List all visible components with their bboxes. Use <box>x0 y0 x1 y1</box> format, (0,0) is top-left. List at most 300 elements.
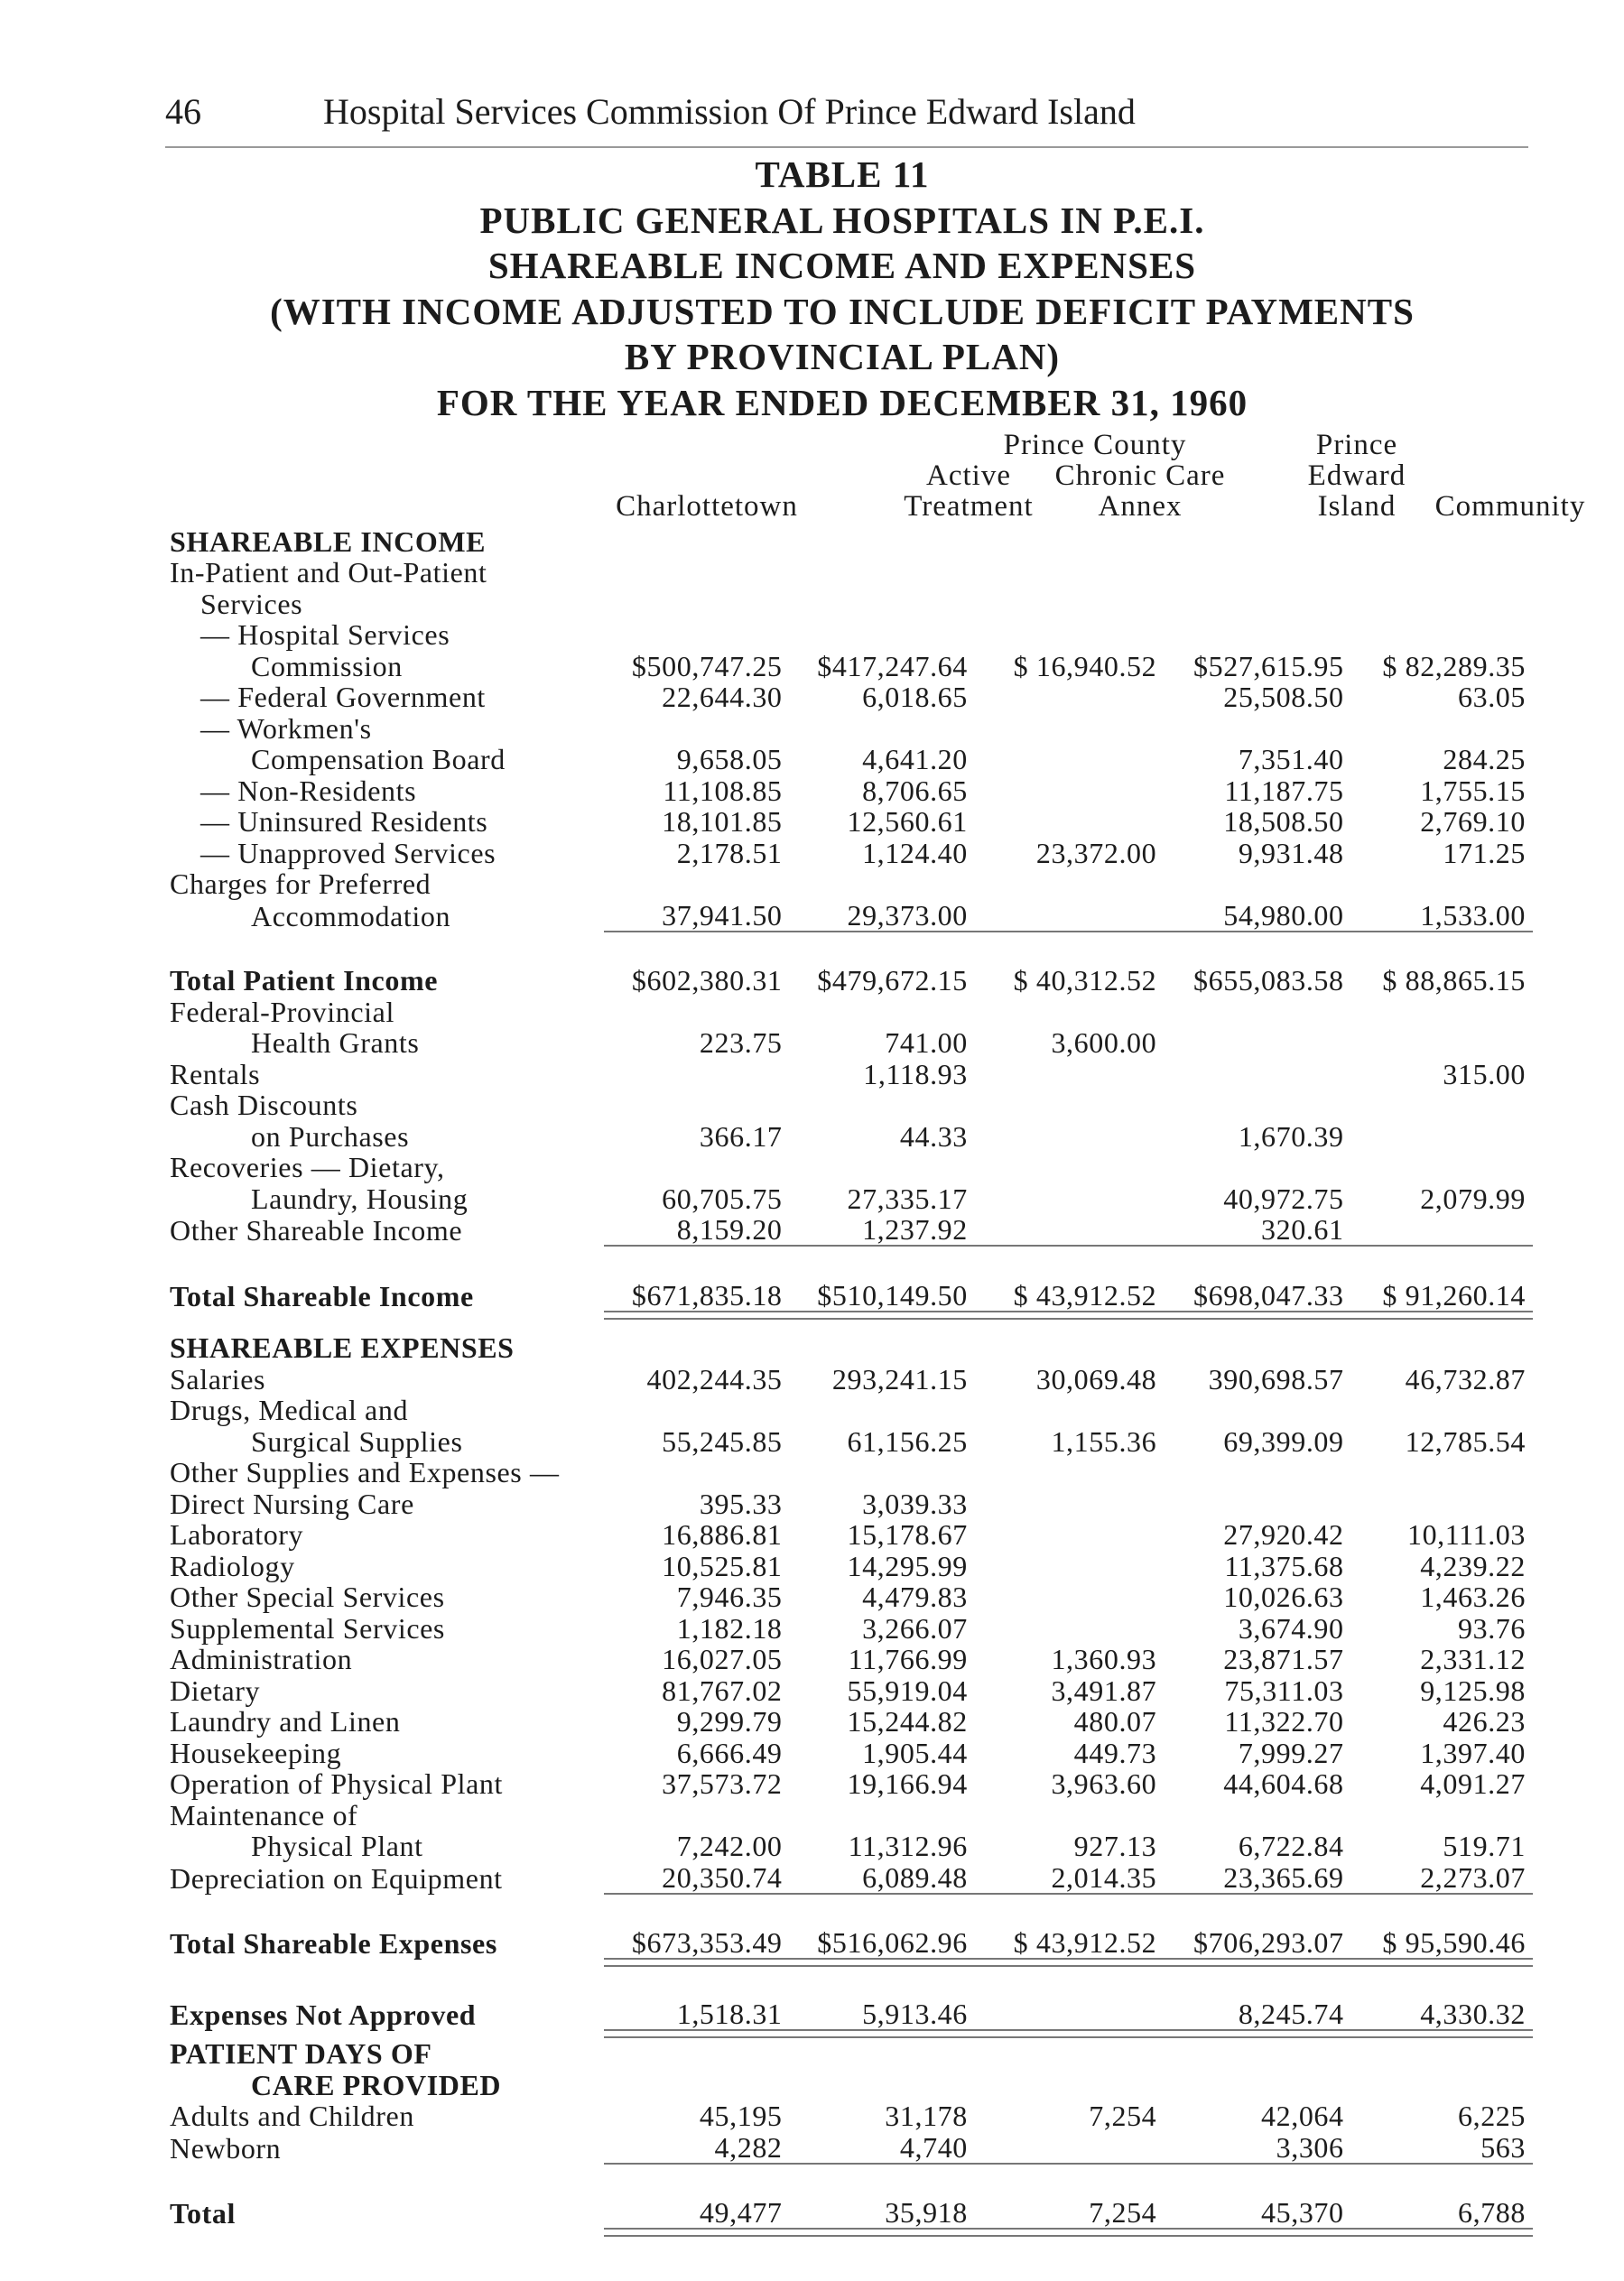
cell-value: 1,755.15 <box>1420 774 1526 807</box>
spacer-row <box>170 1319 1533 1332</box>
row-label: Maintenance of <box>170 1798 358 1831</box>
cell-value: 7,946.35 <box>676 1581 783 1613</box>
cell-value: 8,706.65 <box>862 774 968 807</box>
cell-value <box>975 1332 1164 1364</box>
cell-value <box>975 525 1164 557</box>
cell-value <box>1351 1152 1533 1183</box>
cell-value: 2,273.07 <box>1420 1860 1526 1894</box>
cell-value: 46,732.87 <box>1405 1362 1526 1395</box>
row-label: — Non-Residents <box>200 774 417 807</box>
cell-value <box>790 1090 975 1121</box>
cell-value: 3,039.33 <box>862 1487 968 1520</box>
col-header-community: Community <box>1434 490 1586 523</box>
spacer-row <box>170 934 1533 965</box>
cell-value: 23,372.00 <box>1035 836 1157 869</box>
cell-value: $ 91,260.14 <box>1382 1278 1526 1312</box>
cell-value: 449.73 <box>1073 1736 1157 1769</box>
cell-value <box>1164 1090 1350 1121</box>
row-label: Services <box>200 587 303 620</box>
total-row <box>170 2197 1533 2230</box>
total-double-rule <box>170 2030 1533 2037</box>
table-row <box>170 1425 1533 1457</box>
cell-value <box>1351 1027 1533 1059</box>
cell-value: 402,244.35 <box>646 1362 783 1395</box>
cell-value: 1,155.36 <box>1051 1424 1157 1458</box>
row-label: — Unapproved Services <box>200 836 496 869</box>
cell-value <box>975 774 1164 806</box>
cell-value: 1,533.00 <box>1420 898 1526 932</box>
table-row <box>170 1120 1533 1152</box>
col-header-treatment: Treatment <box>904 490 1034 523</box>
cell-value: 45,195 <box>699 2100 783 2132</box>
cell-value <box>1351 1332 1533 1364</box>
total-double-rule <box>170 1959 1533 1966</box>
row-label: — Workmen's <box>200 711 372 745</box>
table-row <box>170 1363 1533 1395</box>
cell-value: $671,835.18 <box>631 1278 783 1312</box>
cell-value: 30,069.48 <box>1035 1362 1157 1395</box>
table-row <box>170 650 1533 682</box>
row-label: on Purchases <box>251 1119 410 1153</box>
table-row <box>170 1550 1533 1581</box>
table-row <box>170 806 1533 838</box>
cell-value <box>604 1395 789 1426</box>
table-row <box>170 557 1533 589</box>
cell-value: 1,397.40 <box>1420 1736 1526 1769</box>
table-row <box>170 1519 1533 1551</box>
cell-value: 11,108.85 <box>663 774 783 807</box>
row-label: Radiology <box>170 1549 295 1582</box>
cell-value: 6,788 <box>1458 2196 1526 2229</box>
row-label: Commission <box>251 649 403 682</box>
cell-value <box>604 1058 789 1090</box>
table-row <box>170 1395 1533 1426</box>
cell-value: 11,375.68 <box>1224 1549 1344 1582</box>
cell-value <box>975 899 1164 932</box>
cell-value: 7,242.00 <box>676 1830 783 1862</box>
cell-value: 6,666.49 <box>676 1736 783 1769</box>
table-row <box>170 619 1533 651</box>
financial-table <box>170 525 1533 2237</box>
row-label: Physical Plant <box>251 1830 423 1862</box>
row-label: Health Grants <box>251 1026 420 1059</box>
cell-value <box>604 2069 789 2100</box>
cell-value <box>1351 868 1533 900</box>
cell-value: 315.00 <box>1443 1057 1526 1090</box>
cell-value: 1,463.26 <box>1420 1581 1526 1613</box>
cell-value <box>975 1998 1164 2030</box>
table-row <box>170 1027 1533 1059</box>
cell-value: 4,641.20 <box>862 743 968 775</box>
running-header <box>165 85 1519 139</box>
cell-value <box>1164 2037 1350 2070</box>
cell-value: 12,785.54 <box>1405 1424 1526 1458</box>
cell-value <box>790 619 975 651</box>
cell-value <box>975 1395 1164 1426</box>
table-row <box>170 1737 1533 1768</box>
cell-value <box>1351 557 1533 589</box>
table-row <box>170 1182 1533 1214</box>
cell-value: 6,089.48 <box>862 1860 968 1894</box>
cell-value <box>1164 996 1350 1027</box>
cell-value <box>1164 588 1350 619</box>
table-row <box>170 1674 1533 1706</box>
cell-value <box>1351 712 1533 744</box>
cell-value <box>604 1152 789 1183</box>
cell-value: $500,747.25 <box>631 649 783 682</box>
row-label: Expenses Not Approved <box>170 1998 477 2031</box>
cell-value <box>604 619 789 651</box>
cell-value <box>975 1058 1164 1090</box>
total-row <box>170 965 1533 997</box>
cell-value <box>975 682 1164 713</box>
cell-value <box>1351 2037 1533 2070</box>
table-row <box>170 2131 1533 2164</box>
cell-value <box>1164 1058 1350 1090</box>
cell-value <box>1164 868 1350 900</box>
cell-value: 4,479.83 <box>862 1581 968 1613</box>
cell-value <box>790 1395 975 1426</box>
cell-value <box>604 588 789 619</box>
cell-value <box>1164 1488 1350 1519</box>
col-header-edward: Edward <box>1307 459 1406 492</box>
cell-value: 7,999.27 <box>1238 1736 1344 1769</box>
table-row <box>170 1612 1533 1644</box>
table-row <box>170 1861 1533 1894</box>
cell-value: $510,149.50 <box>817 1278 968 1312</box>
spacer-row <box>170 2166 1533 2197</box>
cell-value <box>790 557 975 589</box>
cell-value: 23,365.69 <box>1223 1860 1344 1894</box>
cell-value: 8,159.20 <box>676 1213 783 1246</box>
cell-value: 63.05 <box>1458 681 1526 713</box>
cell-value: 1,118.93 <box>863 1057 968 1090</box>
row-label: — Federal Government <box>200 681 486 713</box>
col-header-prince: Prince <box>1315 429 1398 461</box>
cell-value <box>975 996 1164 1027</box>
cell-value: 25,508.50 <box>1223 681 1344 713</box>
cell-value <box>975 806 1164 838</box>
section-heading: PATIENT DAYS OF <box>170 2037 432 2070</box>
cell-value: $ 16,940.52 <box>1013 649 1157 682</box>
total-double-rule <box>170 2229 1533 2236</box>
cell-value <box>1164 1457 1350 1488</box>
row-label: Recoveries — Dietary, <box>170 1151 445 1183</box>
cell-value: 69,399.09 <box>1223 1424 1344 1458</box>
cell-value: 15,178.67 <box>847 1518 968 1551</box>
cell-value: $673,353.49 <box>631 1926 783 1959</box>
cell-value <box>975 744 1164 775</box>
cell-value <box>604 1090 789 1121</box>
cell-value: 6,018.65 <box>862 681 968 713</box>
cell-value <box>1164 1152 1350 1183</box>
cell-value <box>1164 1332 1350 1364</box>
cell-value: 2,331.12 <box>1420 1643 1526 1675</box>
cell-value <box>1351 1120 1533 1152</box>
table-row <box>170 1090 1533 1121</box>
cell-value: 1,360.93 <box>1051 1643 1157 1675</box>
cell-value: 19,166.94 <box>847 1767 968 1800</box>
cell-value: $698,047.33 <box>1193 1278 1344 1312</box>
cell-value: 23,871.57 <box>1223 1643 1344 1675</box>
cell-value: 31,178 <box>885 2100 968 2132</box>
table-title-line: BY PROVINCIAL PLAN) <box>624 336 1061 377</box>
cell-value: 9,299.79 <box>676 1705 783 1738</box>
cell-value <box>1164 2069 1350 2100</box>
row-label: Total <box>170 2197 236 2230</box>
table-row <box>170 588 1533 619</box>
cell-value: 61,156.25 <box>847 1424 968 1458</box>
table-row <box>170 1488 1533 1519</box>
cell-value <box>975 557 1164 589</box>
cell-value: 390,698.57 <box>1208 1362 1344 1395</box>
row-label: Accommodation <box>251 899 451 932</box>
col-header-chronic-care: Chronic Care <box>1054 459 1226 492</box>
cell-value: $516,062.96 <box>817 1926 968 1959</box>
cell-value: 10,026.63 <box>1223 1581 1344 1613</box>
cell-value <box>975 868 1164 900</box>
table-title-line: FOR THE YEAR ENDED DECEMBER 31, 1960 <box>436 381 1248 423</box>
row-label: Other Special Services <box>170 1581 445 1613</box>
cell-value: 14,295.99 <box>847 1549 968 1582</box>
row-label: Other Supplies and Expenses — <box>170 1456 560 1488</box>
spacer-row <box>170 1966 1533 1998</box>
cell-value <box>1351 1395 1533 1426</box>
row-label: Salaries <box>170 1362 266 1395</box>
col-header-active: Active <box>926 459 1011 492</box>
cell-value: 54,980.00 <box>1223 898 1344 932</box>
row-label: Rentals <box>170 1057 261 1090</box>
cell-value <box>790 1457 975 1488</box>
cell-value: 563 <box>1480 2130 1526 2164</box>
cell-value: 12,560.61 <box>847 805 968 838</box>
cell-value: 3,266.07 <box>862 1611 968 1645</box>
cell-value <box>1164 1027 1350 1059</box>
cell-value <box>790 1332 975 1364</box>
running-title: Hospital Services Commission Of Prince Edward Island <box>323 91 1136 132</box>
cell-value: 40,972.75 <box>1223 1182 1344 1215</box>
cell-value <box>975 1488 1164 1519</box>
cell-value <box>604 1457 789 1488</box>
cell-value <box>1351 1799 1533 1831</box>
cell-value: 3,306 <box>1276 2130 1344 2164</box>
row-label: Federal-Provincial <box>170 995 394 1028</box>
cell-value: 27,335.17 <box>847 1182 968 1215</box>
cell-value: 426.23 <box>1443 1705 1526 1738</box>
section-header-row <box>170 525 1533 557</box>
cell-value: 1,518.31 <box>676 1997 783 2030</box>
cell-value <box>975 1152 1164 1183</box>
row-label: In-Patient and Out-Patient <box>170 556 487 589</box>
cell-value <box>1351 619 1533 651</box>
cell-value: 42,064 <box>1261 2100 1344 2132</box>
cell-value: 10,525.81 <box>662 1549 783 1582</box>
cell-value: 366.17 <box>699 1119 783 1153</box>
cell-value: $ 43,912.52 <box>1013 1926 1157 1959</box>
cell-value: 15,244.82 <box>847 1705 968 1738</box>
cell-value: $655,083.58 <box>1193 964 1344 997</box>
cell-value: 1,182.18 <box>676 1611 783 1645</box>
row-label: Cash Discounts <box>170 1089 358 1121</box>
row-label: — Uninsured Residents <box>200 805 488 838</box>
cell-value: 3,491.87 <box>1051 1674 1157 1707</box>
col-header-island: Island <box>1317 490 1397 523</box>
cell-value: 7,254 <box>1089 2100 1157 2132</box>
cell-value <box>975 1120 1164 1152</box>
cell-value: 6,225 <box>1458 2100 1526 2132</box>
row-label: Total Patient Income <box>170 964 439 997</box>
table-row <box>170 2100 1533 2132</box>
col-header-annex: Annex <box>1098 490 1183 523</box>
cell-value: 16,886.81 <box>662 1518 783 1551</box>
col-header-prince-county: Prince County <box>1003 429 1187 461</box>
row-label: — Hospital Services <box>200 618 450 651</box>
cell-value <box>1351 1090 1533 1121</box>
cell-value <box>975 2069 1164 2100</box>
cell-value <box>1351 588 1533 619</box>
table-row <box>170 996 1533 1027</box>
row-label: Drugs, Medical and <box>170 1394 409 1426</box>
table-title-block <box>165 152 1519 425</box>
cell-value: 2,079.99 <box>1420 1182 1526 1215</box>
cell-value <box>790 996 975 1027</box>
cell-value: 11,766.99 <box>848 1643 968 1675</box>
cell-value: 9,125.98 <box>1420 1674 1526 1707</box>
cell-value: 6,722.84 <box>1238 1830 1344 1862</box>
row-label: Operation of Physical Plant <box>170 1767 504 1800</box>
spacer-row <box>170 1248 1533 1279</box>
cell-value: 395.33 <box>699 1487 783 1520</box>
cell-value: $706,293.07 <box>1193 1926 1344 1959</box>
cell-value <box>790 2069 975 2100</box>
cell-value: 171.25 <box>1443 836 1526 869</box>
cell-value <box>1164 557 1350 589</box>
cell-value: 4,330.32 <box>1420 1997 1526 2030</box>
cell-value: $527,615.95 <box>1193 649 1344 682</box>
cell-value: 35,918 <box>885 2196 968 2229</box>
table-title-line: SHAREABLE INCOME AND EXPENSES <box>487 245 1197 286</box>
cell-value <box>790 2037 975 2070</box>
cell-value: 49,477 <box>699 2196 783 2229</box>
cell-value: $ 82,289.35 <box>1382 649 1526 682</box>
cell-value: 11,187.75 <box>1224 774 1344 807</box>
row-label: Surgical Supplies <box>251 1424 463 1458</box>
cell-value <box>604 557 789 589</box>
table-row <box>170 837 1533 868</box>
table-row <box>170 1831 1533 1862</box>
cell-value <box>604 1332 789 1364</box>
table-row <box>170 1457 1533 1488</box>
row-label: Other Shareable Income <box>170 1214 463 1247</box>
row-label: Charges for Preferred <box>170 867 432 900</box>
cell-value <box>975 712 1164 744</box>
table-title-line: PUBLIC GENERAL HOSPITALS IN P.E.I. <box>479 199 1205 241</box>
table-row <box>170 682 1533 713</box>
row-label: Adults and Children <box>170 2100 414 2132</box>
cell-value: 10,111.03 <box>1406 1518 1526 1551</box>
cell-value: 519.71 <box>1443 1830 1526 1862</box>
cell-value: 4,091.27 <box>1420 1767 1526 1800</box>
cell-value: 20,350.74 <box>662 1860 783 1894</box>
cell-value: 11,322.70 <box>1224 1705 1344 1738</box>
cell-value: 4,239.22 <box>1420 1549 1526 1582</box>
cell-value <box>975 1581 1164 1613</box>
cell-value <box>1351 1457 1533 1488</box>
cell-value: $479,672.15 <box>817 964 968 997</box>
cell-value: 4,282 <box>714 2130 783 2164</box>
table-title-line: (WITH INCOME ADJUSTED TO INCLUDE DEFICIT PAYMENTS <box>270 290 1415 332</box>
cell-value: 9,931.48 <box>1238 836 1344 869</box>
cell-value <box>975 2037 1164 2070</box>
cell-value <box>975 1090 1164 1121</box>
row-label: Laundry and Linen <box>170 1705 401 1738</box>
cell-value <box>975 1612 1164 1644</box>
cell-value: 293,241.15 <box>831 1362 968 1395</box>
cell-value: 27,920.42 <box>1223 1518 1344 1551</box>
cell-value: 9,658.05 <box>676 743 783 775</box>
cell-value: 3,963.60 <box>1051 1767 1157 1800</box>
cell-value: 4,740 <box>899 2130 968 2164</box>
row-label: Direct Nursing Care <box>170 1487 414 1520</box>
cell-value <box>975 1182 1164 1214</box>
row-label: Total Shareable Expenses <box>170 1927 497 1960</box>
section-heading: SHAREABLE INCOME <box>170 524 487 558</box>
cell-value: 7,254 <box>1089 2196 1157 2229</box>
cell-value <box>1351 1488 1533 1519</box>
cell-value: 320.61 <box>1261 1213 1344 1246</box>
section-header-row <box>170 2069 1533 2100</box>
table-row <box>170 1799 1533 1831</box>
cell-value: 2,769.10 <box>1420 805 1526 838</box>
cell-value <box>790 1799 975 1831</box>
cell-value: 16,027.05 <box>662 1643 783 1675</box>
cell-value <box>975 2131 1164 2164</box>
cell-value: 55,245.85 <box>662 1424 783 1458</box>
header-rule <box>165 146 1528 148</box>
cell-value: 44,604.68 <box>1223 1767 1344 1800</box>
cell-value <box>1164 1395 1350 1426</box>
cell-value: 45,370 <box>1261 2196 1344 2229</box>
cell-value <box>975 619 1164 651</box>
cell-value: $ 88,865.15 <box>1382 964 1526 997</box>
section-heading: CARE PROVIDED <box>251 2068 502 2101</box>
cell-value <box>1164 1799 1350 1831</box>
page-number: 46 <box>165 91 201 132</box>
cell-value: 18,508.50 <box>1223 805 1344 838</box>
cell-value: 3,600.00 <box>1051 1026 1157 1059</box>
table-row <box>170 868 1533 900</box>
cell-value <box>790 1152 975 1183</box>
cell-value <box>790 868 975 900</box>
cell-value: 37,573.72 <box>662 1767 783 1800</box>
table-row <box>170 774 1533 806</box>
row-label: Newborn <box>170 2131 282 2165</box>
cell-value <box>975 588 1164 619</box>
cell-value: 284.25 <box>1443 743 1526 775</box>
section-heading: SHAREABLE EXPENSES <box>170 1331 515 1364</box>
cell-value <box>975 1799 1164 1831</box>
table-row <box>170 744 1533 775</box>
table-number: TABLE 11 <box>755 153 930 195</box>
cell-value: 11,312.96 <box>848 1830 968 1862</box>
cell-value <box>1351 2069 1533 2100</box>
table-row <box>170 1644 1533 1675</box>
row-label: Laboratory <box>170 1518 304 1551</box>
cell-value <box>975 1519 1164 1551</box>
cell-value <box>975 1214 1164 1247</box>
cell-value <box>790 712 975 744</box>
cell-value: 2,014.35 <box>1051 1860 1157 1894</box>
